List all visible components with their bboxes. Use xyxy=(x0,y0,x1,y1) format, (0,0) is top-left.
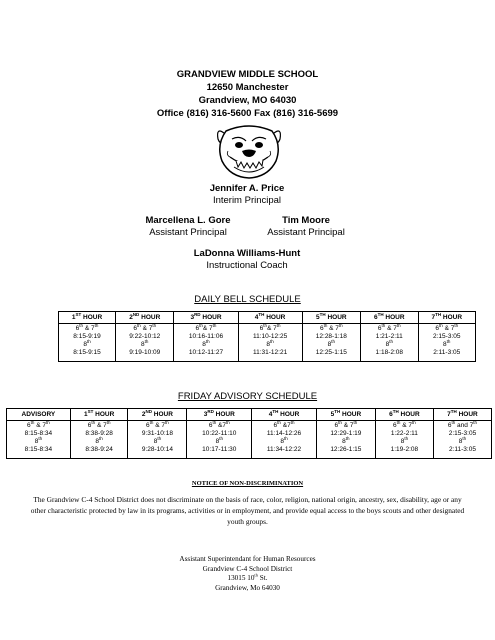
daily-times-row xyxy=(59,324,476,362)
period-cell xyxy=(7,421,71,459)
assistant-principal-2-title: Assistant Principal xyxy=(267,227,345,238)
grade-line: 8th xyxy=(327,338,336,348)
ordinal: th xyxy=(446,338,451,344)
ordinal: th xyxy=(381,322,386,328)
time-range: 8:15-8:34 xyxy=(24,446,53,453)
daily-header-row xyxy=(59,312,476,324)
assistant-principal-2-block xyxy=(246,215,366,239)
grade-line: 6th& 7th xyxy=(195,322,217,332)
hour-header: 3RD HOUR xyxy=(174,312,238,324)
daily-bell-schedule-table xyxy=(58,311,476,362)
period-cell xyxy=(418,324,476,362)
ordinal: th xyxy=(199,322,203,328)
hour-ordinal: TH xyxy=(334,408,341,414)
contact-line-2: Grandview C-4 School District xyxy=(202,564,293,573)
hour-ordinal: RD xyxy=(194,311,201,317)
grade-line: 6th & 7th xyxy=(133,322,157,332)
ordinal: th xyxy=(46,419,50,425)
principal-block xyxy=(147,183,347,207)
time-range: 2:15-3:05 xyxy=(433,333,461,340)
bulldog-logo-icon xyxy=(212,123,286,179)
contact-address xyxy=(0,555,495,593)
notice-body: The Grandview C-4 School District does not discriminate on the basis of race, color, religion, national origin, ancestry, sex, disability, age or any other characteristic protected by law in its programs, activities or in employment, and provide equal access to the boys scouts and other designated youth groups. xyxy=(30,495,465,526)
time-range: 9:22-10:12 xyxy=(129,333,161,340)
time-range: 12:29-1:19 xyxy=(330,430,362,437)
time-range: 10:12-11:27 xyxy=(188,349,224,356)
period-cell xyxy=(238,324,302,362)
ordinal: th xyxy=(149,419,154,425)
ordinal: th xyxy=(106,419,111,425)
hour-ordinal: RD xyxy=(207,408,214,414)
ordinal: th xyxy=(30,419,35,425)
ordinal: th xyxy=(157,435,162,441)
hour-header: 6TH HOUR xyxy=(375,409,433,421)
ordinal: th xyxy=(225,419,230,425)
ordinal: th xyxy=(338,322,343,328)
ordinal: th xyxy=(144,338,149,344)
period-cell xyxy=(375,421,433,459)
time-range: 1:19-2:08 xyxy=(390,446,419,453)
time-range: 9:19-10:09 xyxy=(129,349,161,356)
notice-title: NOTICE OF NON-DISCRIMINATION xyxy=(191,480,304,487)
ordinal: th xyxy=(331,338,336,344)
time-range: 11:31-12:21 xyxy=(252,349,288,356)
grade-line: 8th xyxy=(400,435,409,445)
hour-ordinal: TH xyxy=(272,408,279,414)
friday-schedule-title: FRIDAY ADVISORY SCHEDULE xyxy=(177,391,318,402)
advisory-header: ADVISORY xyxy=(7,409,71,421)
grade-line: 6th & 7th xyxy=(146,419,169,429)
ordinal: th xyxy=(473,419,478,425)
grade-line: 6th & 7th xyxy=(319,322,343,332)
time-range: 2:15-3:05 xyxy=(448,430,477,437)
grade-line: 6th & 7th xyxy=(377,322,401,332)
grade-line: 8th xyxy=(280,435,288,445)
principal-name: Jennifer A. Price xyxy=(209,183,285,194)
contact-line-4: Grandview, Mo 64030 xyxy=(215,583,280,592)
ordinal: th xyxy=(205,338,210,344)
grade-line: 8th xyxy=(266,338,274,348)
ordinal: th xyxy=(152,322,157,328)
hour-header: 1ST HOUR xyxy=(59,312,116,324)
grade-line: 8th xyxy=(202,338,210,348)
ordinal: th xyxy=(219,435,223,441)
grade-line: 8th xyxy=(443,338,451,348)
ordinal: th xyxy=(345,435,350,441)
ordinal: th xyxy=(99,435,103,441)
time-range: 10:22-11:10 xyxy=(202,430,237,437)
time-range: 8:15-9:15 xyxy=(73,349,101,356)
time-range: 12:26-1:15 xyxy=(330,446,362,453)
time-range: 9:31-10:18 xyxy=(141,430,173,437)
ordinal: th xyxy=(283,435,288,441)
grade-line: 8th xyxy=(95,435,103,445)
ordinal: th xyxy=(389,338,393,344)
hour-header: 4TH HOUR xyxy=(252,409,317,421)
time-range: 1:21-2:11 xyxy=(375,333,403,340)
school-city: Grandview, MO 64030 xyxy=(198,95,297,106)
period-cell xyxy=(174,324,238,362)
grade-line: 8th xyxy=(215,435,223,445)
ordinal: th xyxy=(353,419,358,425)
instructional-coach-title: Instructional Coach xyxy=(206,260,288,271)
grade-line: 8th xyxy=(141,338,149,348)
grade-line: 6th & 7th xyxy=(334,419,358,429)
ordinal: th xyxy=(276,322,281,328)
ordinal: th xyxy=(411,419,416,425)
grade-line: 6th and 7th xyxy=(447,419,478,429)
daily-schedule-title: DAILY BELL SCHEDULE xyxy=(194,294,301,305)
hour-ordinal: ND xyxy=(132,311,140,317)
ordinal: th xyxy=(270,338,274,344)
hour-ordinal: TH xyxy=(258,311,265,317)
assistant-principal-1-name: Marcellena L. Gore xyxy=(145,215,231,226)
time-range: 8:38-9:28 xyxy=(85,430,113,437)
ordinal: th xyxy=(91,419,96,425)
ordinal: th xyxy=(277,419,281,425)
hour-header: 5TH HOUR xyxy=(302,312,360,324)
grade-line: 6th & 7th xyxy=(435,322,459,332)
time-range: 11:14-12:26 xyxy=(266,430,302,437)
grade-line: 8th xyxy=(342,435,350,445)
grade-line: 8th xyxy=(83,338,91,348)
ordinal: th xyxy=(38,435,43,441)
contact-street-name: St. xyxy=(257,574,268,582)
hour-header: 6TH HOUR xyxy=(361,312,418,324)
ordinal: th xyxy=(323,322,328,328)
contact-street-number: 13015 10 xyxy=(227,574,255,582)
period-cell xyxy=(316,421,375,459)
ordinal: th xyxy=(451,419,456,425)
ordinal: th xyxy=(338,419,342,425)
grade-line: 8th xyxy=(34,435,43,445)
school-name: GRANDVIEW MIDDLE SCHOOL xyxy=(176,69,319,80)
time-range: 11:34-12:22 xyxy=(266,446,302,453)
period-cell xyxy=(116,324,174,362)
grade-line: 6th &7th xyxy=(208,419,230,429)
grade-line: 6th & 7th xyxy=(75,322,99,332)
time-range: 12:25-1:15 xyxy=(315,349,347,356)
principal-title: Interim Principal xyxy=(212,195,282,206)
instructional-coach-block xyxy=(147,248,347,272)
hour-header: 2ND HOUR xyxy=(128,409,187,421)
grade-line: 6th & 7th xyxy=(87,419,111,429)
period-cell xyxy=(433,421,491,459)
time-range: 1:18-2:08 xyxy=(375,349,403,356)
school-header xyxy=(0,68,495,120)
instructional-coach-name: LaDonna Williams-Hunt xyxy=(193,248,301,259)
ordinal: th xyxy=(79,322,84,328)
ordinal: th xyxy=(396,419,401,425)
hour-header: 3RD HOUR xyxy=(187,409,252,421)
ordinal: th xyxy=(94,322,99,328)
ordinal: th xyxy=(212,322,217,328)
grade-line: 6th & 7th xyxy=(393,419,416,429)
friday-times-row xyxy=(7,421,492,459)
period-cell xyxy=(187,421,252,459)
grade-line: 6th &7th xyxy=(273,419,295,429)
ordinal: th xyxy=(439,322,443,328)
period-cell xyxy=(302,324,360,362)
hour-ordinal: ST xyxy=(75,311,82,317)
assistant-principal-1-block xyxy=(128,215,248,239)
period-cell xyxy=(70,421,128,459)
grade-line: 6th & 7th xyxy=(27,419,50,429)
friday-header-row xyxy=(7,409,492,421)
hour-header: 2ND HOUR xyxy=(116,312,174,324)
friday-advisory-schedule-table xyxy=(6,408,492,459)
hour-header: 7TH HOUR xyxy=(418,312,476,324)
hour-ordinal: TH xyxy=(450,408,457,414)
ordinal: th xyxy=(454,322,459,328)
grade-line: 8th xyxy=(458,435,467,445)
grade-line: 8th xyxy=(153,435,162,445)
time-range: 8:15-8:34 xyxy=(24,430,53,437)
school-phone: Office (816) 316-5600 Fax (816) 316-5699 xyxy=(156,108,339,119)
grade-line: 6th& 7th xyxy=(259,322,281,332)
hour-ordinal: ND xyxy=(145,408,152,414)
ordinal: th xyxy=(212,419,217,425)
contact-line-3 xyxy=(0,574,495,584)
time-range: 11:10-12:25 xyxy=(252,333,288,340)
ordinal: th xyxy=(462,435,467,441)
time-range: 2:11-3:05 xyxy=(448,446,476,453)
period-cell xyxy=(361,324,418,362)
hour-ordinal: TH xyxy=(392,408,399,414)
grade-line: 8th xyxy=(385,338,393,348)
ordinal: th xyxy=(137,322,141,328)
hour-ordinal: TH xyxy=(377,311,384,317)
time-range: 10:16-11:06 xyxy=(188,333,224,340)
ordinal: th xyxy=(404,435,409,441)
time-range: 8:15-9:19 xyxy=(73,333,101,340)
ordinal: th xyxy=(86,338,91,344)
ordinal: th xyxy=(290,419,295,425)
time-range: 10:17-11:30 xyxy=(202,446,237,453)
assistant-principal-2-name: Tim Moore xyxy=(282,215,330,226)
school-street: 12650 Manchester xyxy=(206,82,289,93)
ordinal: th xyxy=(396,322,401,328)
time-range: 12:28-1:18 xyxy=(315,333,347,340)
time-range: 2:11-3:05 xyxy=(433,349,461,356)
hour-header: 7TH HOUR xyxy=(433,409,491,421)
hour-header: 5TH HOUR xyxy=(316,409,375,421)
hour-header: 4TH HOUR xyxy=(238,312,302,324)
contact-street-suffix: th xyxy=(254,572,258,578)
period-cell xyxy=(59,324,116,362)
contact-line-1: Assistant Superintendant for Human Resources xyxy=(179,555,316,563)
hour-header: 1ST HOUR xyxy=(70,409,128,421)
time-range: 8:38-9:24 xyxy=(85,446,113,453)
time-range: 9:28-10:14 xyxy=(141,446,173,453)
hour-ordinal: TH xyxy=(319,311,326,317)
ordinal: th xyxy=(165,419,169,425)
hour-ordinal: ST xyxy=(87,408,94,414)
ordinal: th xyxy=(263,322,267,328)
time-range: 1:22-2:11 xyxy=(390,430,418,437)
period-cell xyxy=(252,421,317,459)
assistant-principal-1-title: Assistant Principal xyxy=(149,227,227,238)
hour-ordinal: TH xyxy=(435,311,442,317)
period-cell xyxy=(128,421,187,459)
